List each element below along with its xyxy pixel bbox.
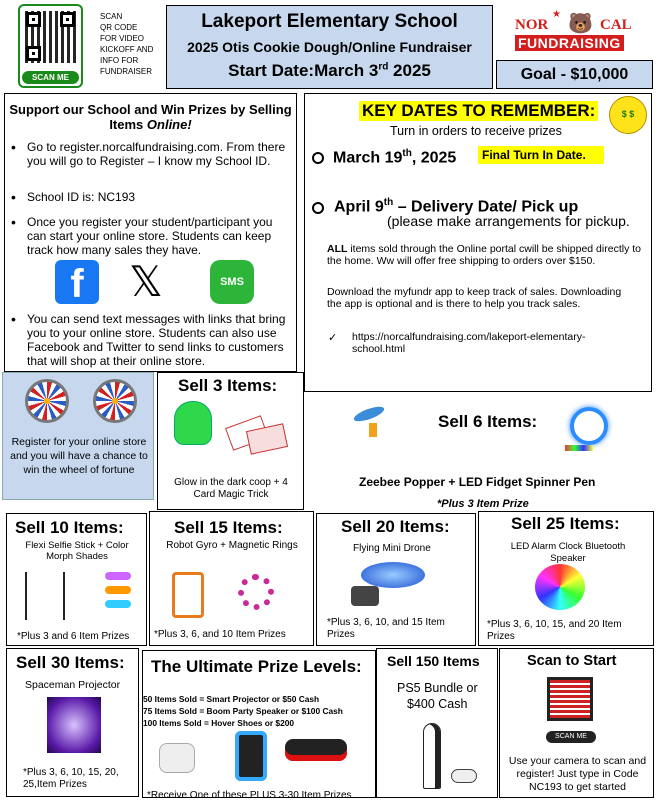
logo-fundraising: FUNDRAISING <box>515 35 624 51</box>
ultimate-level-line: 75 Items Sold = Boom Party Speaker or $100 Cash <box>143 706 343 716</box>
sell-20-title: Sell 20 Items: <box>341 517 450 536</box>
scan-title: Scan to Start <box>527 653 617 669</box>
sell-30-plus: *Plus 3, 6, 10, 15, 20, 25,Item Prizes <box>23 767 119 790</box>
mini-drone-icon <box>361 562 425 588</box>
delivery-note: (please make arrangements for pickup. <box>387 213 630 229</box>
facebook-icon: f <box>55 260 99 304</box>
sell-30-title: Sell 30 Items: <box>16 653 125 672</box>
sell-15-plus: *Plus 3, 6, and 10 Item Prizes <box>154 629 286 640</box>
fidget-spinner-icon <box>570 407 608 445</box>
support-title: Support our School and Win Prizes by Selling Items Online! <box>9 102 292 132</box>
sell-25-plus: *Plus 3, 6, 10, 15, and 20 Item Prizes <box>487 619 622 642</box>
ultimate-prize-panel <box>142 650 376 798</box>
key-dates-subtitle: Turn in orders to receive prizes <box>390 124 562 138</box>
sell-20-panel <box>316 513 476 646</box>
registration-qr-code[interactable] <box>547 677 593 721</box>
sell-10-desc: Flexi Selfie Stick + Color Morph Shades <box>25 540 129 562</box>
sell-10-plus: *Plus 3 and 6 Item Prizes <box>17 631 130 642</box>
qr-corner-icon <box>60 12 75 27</box>
qr-corner-icon <box>26 46 41 61</box>
qr-caption-line: INFO FOR <box>100 56 139 65</box>
qr-corner-icon <box>26 12 41 27</box>
bullet-school-id: • School ID is: NC193 <box>27 190 292 204</box>
magnetic-rings-icon <box>238 574 274 610</box>
bullet-ring-icon <box>312 202 324 214</box>
goal-banner: Goal - $10,000 <box>496 60 653 89</box>
prize-wheel-icon <box>93 379 137 423</box>
start-date: Start Date:March 3rd 2025 <box>228 61 431 80</box>
zeebee-handle-icon <box>369 423 377 437</box>
selfie-stick-tripod-icon <box>25 572 65 620</box>
sell-3-title: Sell 3 Items: <box>178 376 278 395</box>
qr-caption-line: SCAN <box>100 12 123 21</box>
sell-6-panel <box>305 395 654 510</box>
qr-caption-line: KICKOFF AND <box>100 45 154 54</box>
scan-me-pill: SCAN ME <box>22 71 79 84</box>
ps5-console-icon <box>423 723 441 789</box>
final-turn-in-label: Final Turn In Date. <box>478 146 604 164</box>
shipping-note: ALL items sold through the Online portal cwill be shipped directly to the home. Ww will offer free shipping to orders over $150. <box>327 243 641 267</box>
sell-6-desc: Zeebee Popper + LED Fidget Spinner Pen <box>359 475 596 489</box>
school-name: Lakeport Elementary School <box>201 11 458 32</box>
scan-text: Use your camera to scan and register! Just type in Code NC193 to get started <box>508 755 647 793</box>
spaceman-projector-icon <box>47 697 101 753</box>
money-eyes-emoji-icon: $ $ <box>609 96 647 134</box>
bear-icon: 🐻 <box>568 13 593 35</box>
sell-15-title: Sell 15 Items: <box>174 518 283 537</box>
norcal-logo <box>510 5 650 57</box>
sell-150-desc-1: PS5 Bundle or <box>397 681 478 695</box>
qr-caption <box>100 11 164 77</box>
delivery-date: April 9th – Delivery Date/ Pick up <box>334 197 579 216</box>
ultimate-title: The Ultimate Prize Levels: <box>151 657 362 676</box>
smart-projector-icon <box>159 743 195 773</box>
sell-15-panel <box>149 511 314 646</box>
checkmark-icon: ✓ <box>328 332 338 344</box>
x-twitter-icon: 𝕏 <box>129 258 163 305</box>
sell-30-desc: Spaceman Projector <box>25 679 121 691</box>
qr-caption-line: FOR VIDEO <box>100 34 145 43</box>
sell-15-desc: Robot Gyro + Magnetic Rings <box>166 540 298 551</box>
sell-150-panel <box>376 648 498 798</box>
ultimate-level-line: 50 Items Sold = Smart Projector or $50 Cash <box>143 694 320 704</box>
ultimate-level-line: 100 Items Sold = Hover Shoes or $200 <box>143 718 295 728</box>
led-pens-icon <box>565 445 593 451</box>
logo-nor: NOR <box>515 17 549 33</box>
bullet-text-messages: • You can send text messages with links that bring you to your online store. Students can also use Facebook and Twitter to send links to customers that will shop at their online store. <box>27 312 292 368</box>
ps5-controller-icon <box>451 769 477 783</box>
ultimate-footer: *Receive One of these PLUS 3-30 Item Prizes <box>147 790 352 800</box>
qr-caption-line: QR CODE <box>100 23 138 32</box>
sell-25-panel <box>478 511 654 646</box>
sell-3-desc: Glow in the dark coop + 4 Card Magic Trick <box>174 477 288 500</box>
robot-gyro-icon <box>172 572 204 618</box>
title-banner <box>166 5 493 89</box>
sell-25-desc: LED Alarm Clock Bluetooth Speaker <box>510 541 626 564</box>
header-qr-code[interactable] <box>18 4 83 88</box>
store-link[interactable]: https://norcalfundraising.com/lakeport-elementary-school.html <box>352 331 586 355</box>
ultimate-levels <box>143 693 343 729</box>
sell-150-title: Sell 150 Items <box>387 653 480 669</box>
zeebee-popper-icon <box>352 404 385 424</box>
logo-cal: CAL <box>600 17 632 33</box>
sell-30-panel <box>6 648 139 797</box>
fundraiser-name: 2025 Otis Cookie Dough/Online Fundraiser <box>187 39 472 55</box>
sell-25-title: Sell 25 Items: <box>511 514 620 533</box>
qr-caption-line: FUNDRAISER <box>100 67 153 76</box>
wheel-text: Register for your online store and you will have a chance to win the wheel of fortune <box>10 436 148 476</box>
shades-icon <box>105 600 131 608</box>
shades-icon <box>105 586 131 594</box>
shades-icon <box>105 572 131 580</box>
wheel-of-fortune-panel <box>2 372 154 500</box>
drone-hand-icon <box>351 586 379 606</box>
bullet-store: • Once you register your student/participant you can start your online store. Students can keep track how many sales they have. <box>27 215 292 257</box>
party-speaker-icon <box>235 731 267 781</box>
sell-10-panel <box>6 513 147 646</box>
scan-to-start-panel <box>499 648 654 798</box>
sell-6-title: Sell 6 Items: <box>438 412 538 431</box>
sell-3-panel <box>157 372 304 510</box>
bullet-ring-icon <box>312 152 324 164</box>
led-clock-speaker-icon <box>535 564 585 610</box>
sell-6-plus: *Plus 3 Item Prize <box>437 498 529 510</box>
hover-shoes-icon <box>285 739 347 761</box>
app-note: Download the myfundr app to keep track of sales. Downloading the app is optional and is there to help you track sales. <box>327 286 622 310</box>
sell-20-plus: *Plus 3, 6, 10, and 15 Item Prizes <box>327 617 445 640</box>
sell-150-desc-2: $400 Cash <box>407 697 468 711</box>
final-turn-in-date: March 19th, 2025 <box>333 148 457 167</box>
prize-wheel-icon <box>25 379 69 423</box>
glow-coop-toy-icon <box>174 401 212 445</box>
sell-10-title: Sell 10 Items: <box>15 518 124 537</box>
scan-me-pill: SCAN ME <box>546 731 596 743</box>
star-icon: ★ <box>552 9 561 20</box>
sms-icon: SMS <box>210 260 254 304</box>
sell-20-desc: Flying Mini Drone <box>353 543 431 554</box>
bullet-register: • Go to register.norcalfundraising.com. From there you will go to Register – I know my School ID. <box>27 140 292 168</box>
key-dates-title: KEY DATES TO REMEMBER: <box>359 101 598 121</box>
support-panel <box>4 93 297 372</box>
